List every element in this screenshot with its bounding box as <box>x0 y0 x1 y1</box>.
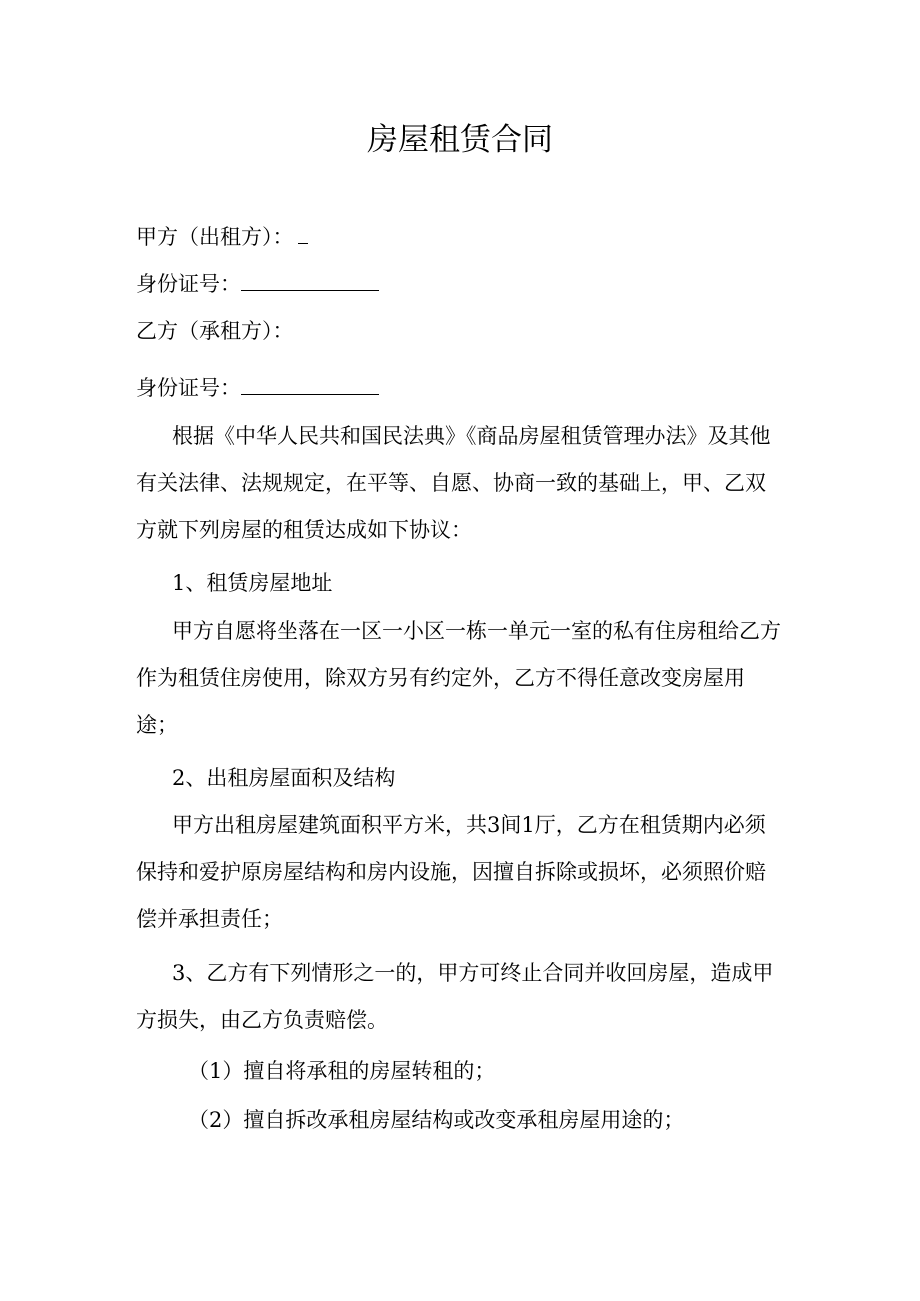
intro-paragraph: 根据《中华人民共和国民法典》《商品房屋租赁管理办法》及其他有关法律、法规规定，在平等、自愿、协商一致的基础上，甲、乙双方就下列房屋的租赁达成如下协议： <box>136 424 771 542</box>
section-1-body: 甲方自愿将坐落在一区一小区一栋一单元一室的私有住房租给乙方作为租赁住房使用，除双方另有约定外，乙方不得任意改变房屋用途； <box>136 619 781 737</box>
section-2-heading: 2、出租房屋面积及结构 <box>172 766 396 790</box>
clause-3-item-1: （1）擅自将承租的房屋转租的； <box>188 1059 496 1083</box>
party-a-blank <box>298 221 308 244</box>
party-a-label: 甲方（出租方）： <box>136 225 294 249</box>
clause-3-item-2: （2）擅自拆改承租房屋结构或改变承租房屋用途的； <box>188 1108 685 1132</box>
document-title: 房屋租赁合同 <box>367 122 553 158</box>
party-b-id-label: 身份证号： <box>136 376 241 400</box>
party-a-field <box>136 221 308 252</box>
section-1-heading: 1、租赁房屋地址 <box>172 571 333 595</box>
party-a-id-field <box>136 268 379 299</box>
party-b-field <box>136 316 294 346</box>
party-b-id-blank <box>241 372 379 395</box>
party-b-id-field <box>136 372 379 403</box>
party-a-id-label: 身份证号： <box>136 272 241 296</box>
party-a-id-blank <box>241 268 379 291</box>
party-b-label: 乙方（承租方）： <box>136 319 294 343</box>
clause-3-paragraph: 3、乙方有下列情形之一的，甲方可终止合同并收回房屋，造成甲方损失，由乙方负责赔偿。 <box>136 961 774 1032</box>
section-2-body: 甲方出租房屋建筑面积平方米，共3间1厅，乙方在租赁期内必须保持和爱护原房屋结构和房内设施，因擅自拆除或损坏，必须照价赔偿并承担责任； <box>136 813 766 931</box>
